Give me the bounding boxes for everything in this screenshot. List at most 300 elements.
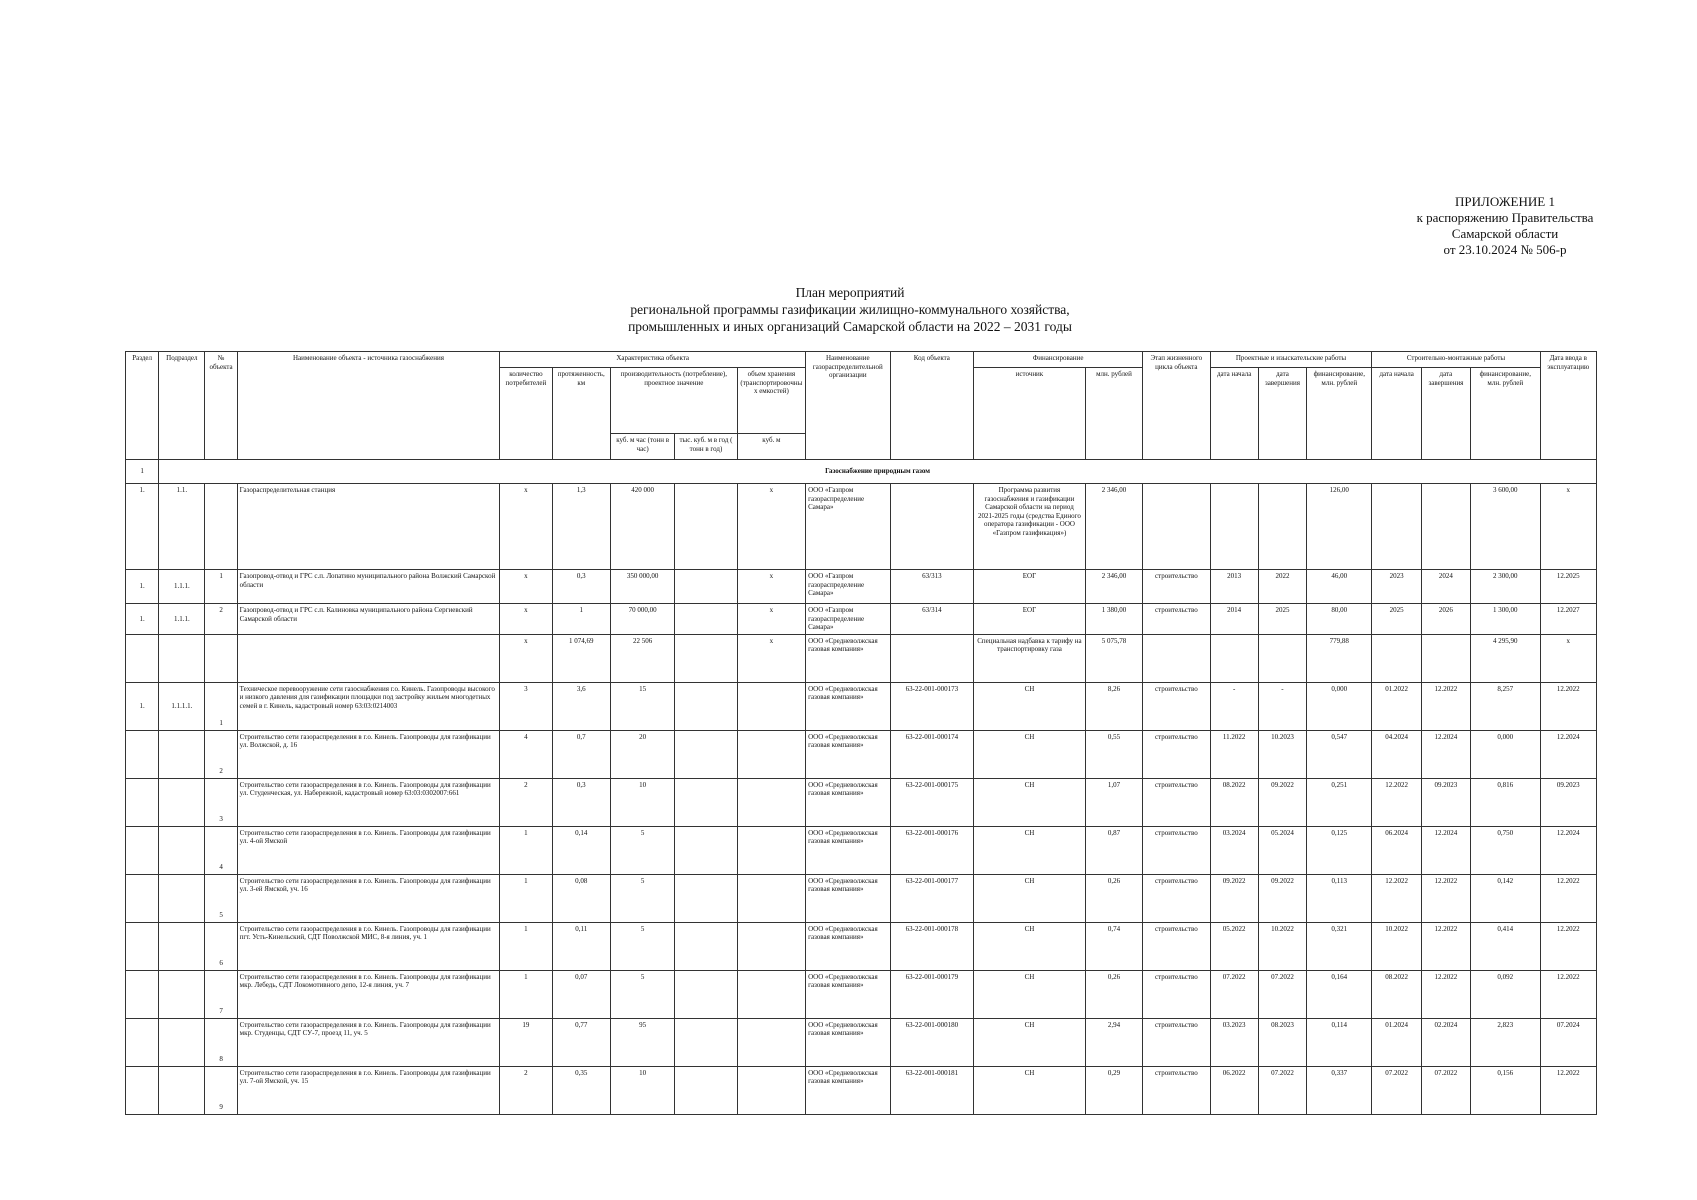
cell-src: СН [974, 1018, 1086, 1066]
cell-cons: х [500, 484, 552, 570]
cell-f1: 0,164 [1307, 970, 1372, 1018]
cell-cap: 70 000,00 [610, 604, 674, 635]
cell-pod [159, 634, 205, 682]
cell-f2: 0,750 [1471, 826, 1540, 874]
cell-name: Строительство сети газораспределения в г.о. Кинель. Газопроводы для газификации ул. 7-ой Ямской, уч. 15 [237, 1066, 500, 1114]
cell-comm: х [1540, 634, 1597, 682]
cell-d4: 09.2023 [1421, 778, 1470, 826]
cell-d1: 06.2022 [1210, 1066, 1258, 1114]
cell-d3 [1372, 484, 1421, 570]
section-row [126, 460, 1597, 484]
cell-stage: строительство [1143, 826, 1210, 874]
cell-pod [159, 778, 205, 826]
cell-comm: 12.2024 [1540, 826, 1597, 874]
cell-name: Газораспределительная станция [237, 484, 500, 570]
cell-pod [159, 874, 205, 922]
cell-d3: 06.2024 [1372, 826, 1421, 874]
cell-f1: 0,321 [1307, 922, 1372, 970]
cell-src: Специальная надбавка к тарифу на транспортировку газа [974, 634, 1086, 682]
cell-razdel [126, 778, 159, 826]
cell-cap: 15 [610, 682, 674, 730]
cell-mln: 0,29 [1085, 1066, 1142, 1114]
cell-mln: 1,07 [1085, 778, 1142, 826]
cell-d2: 05.2024 [1258, 826, 1306, 874]
cell-src: ЕОГ [974, 604, 1086, 635]
cell-mln: 0,26 [1085, 874, 1142, 922]
header-consumers: количество потребителей [500, 368, 552, 460]
cell-num: 8 [205, 1018, 237, 1066]
cell-org: ООО «Средневолжская газовая компания» [806, 634, 891, 682]
cell-d1: 11.2022 [1210, 730, 1258, 778]
cell-d4: 12.2024 [1421, 730, 1470, 778]
header-storage: объем хранения (транспортировочных емкостей) [737, 368, 805, 434]
cell-f2: 0,092 [1471, 970, 1540, 1018]
cell-d4: 12.2024 [1421, 826, 1470, 874]
header-financing: Финансирование [974, 352, 1143, 368]
cell-f2: 2 300,00 [1471, 570, 1540, 604]
cell-cap: 22 506 [610, 634, 674, 682]
cell-d3: 01.2022 [1372, 682, 1421, 730]
header-razdel: Раздел [126, 352, 159, 460]
cell-src: СН [974, 1066, 1086, 1114]
cell-razdel [126, 730, 159, 778]
table-row [126, 570, 1597, 604]
cell-d1: - [1210, 682, 1258, 730]
cell-d3 [1372, 634, 1421, 682]
cell-stage: строительство [1143, 604, 1210, 635]
cell-cons: х [500, 570, 552, 604]
header-object-number: № объекта [205, 352, 237, 460]
cell-src: СН [974, 778, 1086, 826]
table-row [126, 970, 1597, 1018]
header-object-name: Наименование объекта - источника газоснабжения [237, 352, 500, 460]
table-row [126, 484, 1597, 570]
cell-pod [159, 970, 205, 1018]
cell-num: 1 [205, 682, 237, 730]
cell-f1: 126,00 [1307, 484, 1372, 570]
cell-mln: 0,26 [1085, 970, 1142, 1018]
cell-year [675, 1066, 737, 1114]
cell-code: 63-22-001-000175 [890, 778, 974, 826]
cell-cap: 350 000,00 [610, 570, 674, 604]
cell-code: 63-22-001-000180 [890, 1018, 974, 1066]
cell-razdel [126, 922, 159, 970]
cell-cons: 2 [500, 778, 552, 826]
cell-cap: 10 [610, 1066, 674, 1114]
cell-num [205, 634, 237, 682]
cell-d1: 03.2024 [1210, 826, 1258, 874]
cell-org: ООО «Средневолжская газовая компания» [806, 778, 891, 826]
cell-stage: строительство [1143, 730, 1210, 778]
cell-year [675, 778, 737, 826]
cell-f2: 0,156 [1471, 1066, 1540, 1114]
cell-d3: 12.2022 [1372, 778, 1421, 826]
table-row [126, 604, 1597, 635]
cell-f2: 0,142 [1471, 874, 1540, 922]
cell-src: СН [974, 682, 1086, 730]
cell-stage: строительство [1143, 570, 1210, 604]
cell-d2: 10.2022 [1258, 922, 1306, 970]
cell-name: Строительство сети газораспределения в г.о. Кинель. Газопроводы для газификации ул. 3-ей Ямской, уч. 16 [237, 874, 500, 922]
cell-f1: 0,251 [1307, 778, 1372, 826]
cell-d2 [1258, 484, 1306, 570]
cell-comm: 12.2022 [1540, 874, 1597, 922]
cell-cons: 1 [500, 826, 552, 874]
cell-d3: 01.2024 [1372, 1018, 1421, 1066]
cell-len: 3,6 [552, 682, 610, 730]
cell-d4 [1421, 484, 1470, 570]
appendix-line-4: от 23.10.2024 № 506-р [1443, 242, 1567, 257]
header-characteristics: Характеристика объекта [500, 352, 806, 368]
cell-name: Газопровод-отвод и ГРС с.п. Лопатино муниципального района Волжский Самарской области [237, 570, 500, 604]
cell-d2: - [1258, 682, 1306, 730]
table-row [126, 826, 1597, 874]
cell-year [675, 570, 737, 604]
cell-num: 5 [205, 874, 237, 922]
cell-d4: 02.2024 [1421, 1018, 1470, 1066]
header-length: протяженность, км [552, 368, 610, 460]
cell-comm: 12.2024 [1540, 730, 1597, 778]
cell-f1: 0,337 [1307, 1066, 1372, 1114]
cell-d3: 12.2022 [1372, 874, 1421, 922]
header-cubm-hour: куб. м час (тонн в час) [610, 434, 674, 460]
cell-num: 4 [205, 826, 237, 874]
cell-num: 9 [205, 1066, 237, 1114]
cell-f2: 3 600,00 [1471, 484, 1540, 570]
cell-pod [159, 1018, 205, 1066]
header-lifecycle-stage: Этап жизненного цикла объекта [1143, 352, 1210, 460]
cell-d4: 12.2022 [1421, 874, 1470, 922]
document-title [540, 284, 1160, 335]
cell-org: ООО «Средневолжская газовая компания» [806, 874, 891, 922]
header-construction-start: дата начала [1372, 368, 1421, 460]
table-body [126, 484, 1597, 1115]
cell-d1: 07.2022 [1210, 970, 1258, 1018]
cell-org: ООО «Средневолжская газовая компания» [806, 1018, 891, 1066]
cell-src: СН [974, 922, 1086, 970]
cell-code: 63-22-001-000176 [890, 826, 974, 874]
table-row [126, 730, 1597, 778]
cell-f2: 4 295,90 [1471, 634, 1540, 682]
cell-year [675, 970, 737, 1018]
cell-d3: 2023 [1372, 570, 1421, 604]
cell-name: Строительство сети газораспределения в г.о. Кинель. Газопроводы для газификации мкр. Студенцы, СДТ СУ-7, проезд 11, уч. 5 [237, 1018, 500, 1066]
cell-stor: х [737, 634, 805, 682]
cell-mln: 2,94 [1085, 1018, 1142, 1066]
cell-razdel: 1. [126, 570, 159, 604]
cell-f1: 0,125 [1307, 826, 1372, 874]
cell-stor [737, 1018, 805, 1066]
cell-d4 [1421, 634, 1470, 682]
cell-num: 7 [205, 970, 237, 1018]
appendix-line-3: Самарской области [1451, 226, 1559, 241]
appendix-line-2: к распоряжению Правительства [1416, 210, 1594, 225]
cell-cons: х [500, 604, 552, 635]
cell-org: ООО «Газпром газораспределение Самара» [806, 570, 891, 604]
cell-code: 63/314 [890, 604, 974, 635]
cell-pod [159, 730, 205, 778]
cell-d4: 12.2022 [1421, 970, 1470, 1018]
cell-org: ООО «Средневолжская газовая компания» [806, 970, 891, 1018]
header-thous-cubm-year: тыс. куб. м в год ( тонн в год) [675, 434, 737, 460]
cell-d1 [1210, 634, 1258, 682]
cell-d1 [1210, 484, 1258, 570]
cell-year [675, 874, 737, 922]
cell-name: Строительство сети газораспределения в г.о. Кинель. Газопроводы для газификации пгт. Усть-Кинельский, СДТ Поволжской МИС, 8-я линия, уч. 1 [237, 922, 500, 970]
cell-d2: 2025 [1258, 604, 1306, 635]
cell-year [675, 634, 737, 682]
cell-f2: 0,816 [1471, 778, 1540, 826]
cell-mln: 1 380,00 [1085, 604, 1142, 635]
cell-org: ООО «Средневолжская газовая компания» [806, 682, 891, 730]
cell-stage: строительство [1143, 682, 1210, 730]
header-design-works: Проектные и изыскательские работы [1210, 352, 1372, 368]
cell-code: 63-22-001-000173 [890, 682, 974, 730]
section-number: 1 [126, 460, 159, 484]
header-construction-end: дата завершения [1421, 368, 1470, 460]
cell-f1: 0,114 [1307, 1018, 1372, 1066]
cell-num: 1 [205, 570, 237, 604]
cell-pod: 1.1. [159, 484, 205, 570]
cell-f1: 0,000 [1307, 682, 1372, 730]
cell-comm: 12.2025 [1540, 570, 1597, 604]
cell-len: 0,35 [552, 1066, 610, 1114]
cell-name: Строительство сети газораспределения в г.о. Кинель. Газопроводы для газификации ул. Студенческая, ул. Набережной, кадастровый номер 63:03:0302007:661 [237, 778, 500, 826]
cell-comm: 12.2022 [1540, 682, 1597, 730]
cell-stage: строительство [1143, 970, 1210, 1018]
cell-pod [159, 826, 205, 874]
cell-num: 2 [205, 604, 237, 635]
cell-len: 0,14 [552, 826, 610, 874]
header-financing-mln: млн. рублей [1085, 368, 1142, 460]
cell-mln: 8,26 [1085, 682, 1142, 730]
cell-d4: 2026 [1421, 604, 1470, 635]
cell-d1: 09.2022 [1210, 874, 1258, 922]
cell-d4: 07.2022 [1421, 1066, 1470, 1114]
cell-len: 0,3 [552, 570, 610, 604]
cell-year [675, 826, 737, 874]
cell-name: Техническое перевооружение сети газоснабжения г.о. Кинель. Газопроводы высокого и низкого давления для газификации площадки под застройку жильем многодетных семей в г. Кинель, кадастровый номер 63:03:0214003 [237, 682, 500, 730]
cell-org: ООО «Средневолжская газовая компания» [806, 826, 891, 874]
title-line-1: План мероприятий [795, 285, 905, 300]
cell-name: Строительство сети газораспределения в г.о. Кинель. Газопроводы для газификации ул. 4-ой Ямской [237, 826, 500, 874]
cell-comm: 12.2027 [1540, 604, 1597, 635]
cell-stage: строительство [1143, 1018, 1210, 1066]
cell-cap: 5 [610, 970, 674, 1018]
cell-comm: 12.2022 [1540, 922, 1597, 970]
cell-org: ООО «Средневолжская газовая компания» [806, 1066, 891, 1114]
cell-num: 6 [205, 922, 237, 970]
cell-src: СН [974, 730, 1086, 778]
header-construction-works: Строительно-монтажные работы [1372, 352, 1540, 368]
table-row [126, 1018, 1597, 1066]
cell-comm: 07.2024 [1540, 1018, 1597, 1066]
cell-len: 1 [552, 604, 610, 635]
cell-f1: 0,547 [1307, 730, 1372, 778]
header-object-code: Код объекта [890, 352, 974, 460]
appendix-block [1380, 194, 1630, 258]
cell-d3: 04.2024 [1372, 730, 1421, 778]
cell-mln: 2 346,00 [1085, 484, 1142, 570]
cell-d2: 2022 [1258, 570, 1306, 604]
cell-src: ЕОГ [974, 570, 1086, 604]
cell-len: 0,7 [552, 730, 610, 778]
cell-org: ООО «Газпром газораспределение Самара» [806, 604, 891, 635]
cell-stor: х [737, 604, 805, 635]
cell-cap: 5 [610, 874, 674, 922]
cell-d2: 09.2022 [1258, 874, 1306, 922]
cell-year [675, 682, 737, 730]
cell-mln: 0,87 [1085, 826, 1142, 874]
cell-stor [737, 778, 805, 826]
cell-d1: 03.2023 [1210, 1018, 1258, 1066]
cell-cons: 1 [500, 922, 552, 970]
table-row [126, 874, 1597, 922]
cell-pod [159, 922, 205, 970]
cell-d2: 10.2023 [1258, 730, 1306, 778]
cell-stor [737, 682, 805, 730]
cell-mln: 5 075,78 [1085, 634, 1142, 682]
cell-stor: х [737, 570, 805, 604]
cell-f2: 0,000 [1471, 730, 1540, 778]
cell-stor [737, 1066, 805, 1114]
header-construction-financing: финансирование, млн. рублей [1471, 368, 1540, 460]
appendix-line-1: ПРИЛОЖЕНИЕ 1 [1455, 194, 1555, 209]
header-organization: Наименование газораспределительной организации [806, 352, 891, 460]
table-row [126, 1066, 1597, 1114]
cell-org: ООО «Средневолжская газовая компания» [806, 730, 891, 778]
plan-table-wrapper [125, 351, 1597, 1115]
cell-code [890, 634, 974, 682]
cell-razdel [126, 1066, 159, 1114]
cell-d3: 10.2022 [1372, 922, 1421, 970]
cell-f2: 0,414 [1471, 922, 1540, 970]
cell-stor [737, 970, 805, 1018]
cell-cap: 95 [610, 1018, 674, 1066]
cell-razdel: 1. [126, 484, 159, 570]
cell-comm: 09.2023 [1540, 778, 1597, 826]
header-podrazdel: Подраздел [159, 352, 205, 460]
title-line-3: промышленных и иных организаций Самарской области на 2022 – 2031 годы [628, 319, 1072, 334]
cell-stage [1143, 484, 1210, 570]
cell-stage: строительство [1143, 778, 1210, 826]
cell-code: 63-22-001-000181 [890, 1066, 974, 1114]
cell-d2 [1258, 634, 1306, 682]
cell-name: Строительство сети газораспределения в г.о. Кинель. Газопроводы для газификации ул. Волжской, д. 16 [237, 730, 500, 778]
cell-stor: х [737, 484, 805, 570]
cell-src: СН [974, 826, 1086, 874]
cell-len: 0,11 [552, 922, 610, 970]
header-cubm: куб. м [737, 434, 805, 460]
cell-pod [159, 1066, 205, 1114]
cell-src: СН [974, 970, 1086, 1018]
cell-cap: 10 [610, 778, 674, 826]
cell-code: 63-22-001-000177 [890, 874, 974, 922]
cell-src: Программа развития газоснабжения и газификации Самарской области на период 2021-2025 годы (средства Единого оператора газификации - ООО «Газпром газификация») [974, 484, 1086, 570]
cell-num: 2 [205, 730, 237, 778]
cell-d4: 2024 [1421, 570, 1470, 604]
cell-code: 63/313 [890, 570, 974, 604]
cell-mln: 0,74 [1085, 922, 1142, 970]
cell-num: 3 [205, 778, 237, 826]
cell-d2: 09.2022 [1258, 778, 1306, 826]
cell-year [675, 730, 737, 778]
cell-code: 63-22-001-000179 [890, 970, 974, 1018]
table-row [126, 778, 1597, 826]
cell-d1: 05.2022 [1210, 922, 1258, 970]
plan-table [125, 351, 1597, 1115]
header-design-financing: финансирование, млн. рублей [1307, 368, 1372, 460]
cell-cap: 5 [610, 922, 674, 970]
header-design-end: дата завершения [1258, 368, 1306, 460]
cell-razdel [126, 970, 159, 1018]
cell-cons: 19 [500, 1018, 552, 1066]
cell-d1: 2014 [1210, 604, 1258, 635]
cell-cons: 1 [500, 970, 552, 1018]
cell-comm: 12.2022 [1540, 970, 1597, 1018]
cell-len: 0,77 [552, 1018, 610, 1066]
cell-comm: 12.2022 [1540, 1066, 1597, 1114]
cell-cap: 20 [610, 730, 674, 778]
cell-mln: 2 346,00 [1085, 570, 1142, 604]
cell-d4: 12.2022 [1421, 682, 1470, 730]
cell-d4: 12.2022 [1421, 922, 1470, 970]
cell-d2: 07.2022 [1258, 1066, 1306, 1114]
cell-stor [737, 874, 805, 922]
cell-name: Строительство сети газораспределения в г.о. Кинель. Газопроводы для газификации мкр. Лебедь, СДТ Локомотивного депо, 12-я линия, уч. 7 [237, 970, 500, 1018]
cell-razdel [126, 634, 159, 682]
cell-razdel [126, 826, 159, 874]
cell-code: 63-22-001-000178 [890, 922, 974, 970]
cell-d1: 2013 [1210, 570, 1258, 604]
cell-org: ООО «Газпром газораспределение Самара» [806, 484, 891, 570]
cell-len: 1 074,69 [552, 634, 610, 682]
cell-code [890, 484, 974, 570]
section-title: Газоснабжение природным газом [159, 460, 1597, 484]
cell-num [205, 484, 237, 570]
cell-pod: 1.1.1.1. [159, 682, 205, 730]
cell-pod: 1.1.1. [159, 604, 205, 635]
header-design-start: дата начала [1210, 368, 1258, 460]
cell-name [237, 634, 500, 682]
cell-d2: 08.2023 [1258, 1018, 1306, 1066]
cell-d2: 07.2022 [1258, 970, 1306, 1018]
cell-d1: 08.2022 [1210, 778, 1258, 826]
cell-cons: х [500, 634, 552, 682]
cell-stage [1143, 634, 1210, 682]
cell-stage: строительство [1143, 922, 1210, 970]
cell-f1: 46,00 [1307, 570, 1372, 604]
cell-razdel [126, 1018, 159, 1066]
cell-pod: 1.1.1. [159, 570, 205, 604]
title-line-2: региональной программы газификации жилищно-коммунального хозяйства, [630, 302, 1070, 317]
cell-f2: 1 300,00 [1471, 604, 1540, 635]
cell-stor [737, 730, 805, 778]
cell-len: 0,08 [552, 874, 610, 922]
cell-f1: 0,113 [1307, 874, 1372, 922]
cell-d3: 2025 [1372, 604, 1421, 635]
cell-src: СН [974, 874, 1086, 922]
cell-stage: строительство [1143, 1066, 1210, 1114]
cell-razdel [126, 874, 159, 922]
cell-name: Газопровод-отвод и ГРС с.п. Калиновка муниципального района Сергиевский Самарской области [237, 604, 500, 635]
header-capacity: производительность (потребление), проектное значение [610, 368, 737, 434]
cell-len: 0,07 [552, 970, 610, 1018]
header-commission-date: Дата ввода в эксплуатацию [1540, 352, 1597, 460]
cell-f2: 8,257 [1471, 682, 1540, 730]
cell-cons: 1 [500, 874, 552, 922]
cell-mln: 0,55 [1085, 730, 1142, 778]
